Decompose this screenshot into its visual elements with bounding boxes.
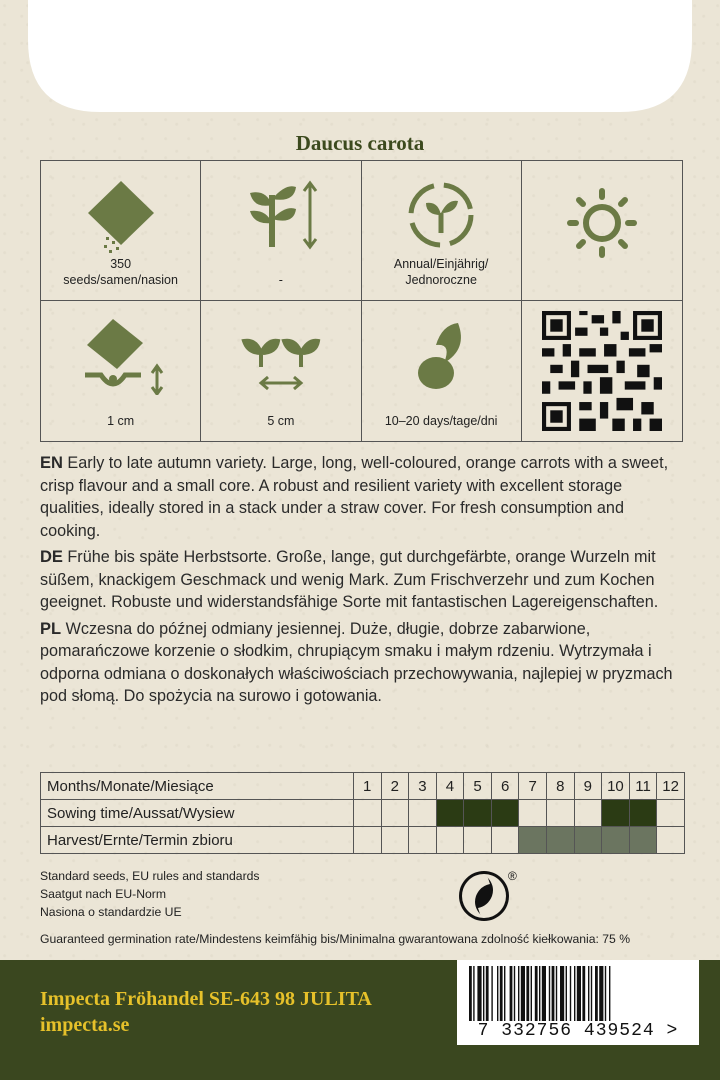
sowing-month-12 bbox=[657, 800, 685, 827]
month-10: 10 bbox=[602, 773, 630, 800]
harvest-month-11 bbox=[629, 827, 657, 854]
plant-height-value: - bbox=[278, 273, 283, 287]
lifecycle-line2: Jednoroczne bbox=[405, 273, 477, 287]
sowing-month-4 bbox=[436, 800, 464, 827]
month-7: 7 bbox=[519, 773, 547, 800]
sowing-row bbox=[41, 800, 685, 827]
green-dot-recycling-icon bbox=[458, 868, 528, 924]
description-pl-text: Wczesna do późnej odmiany jesiennej. Duże, długie, dobrze zabarwione, pomarańczowe korzenie o słodkim, chrupiącym smaku i małym rdzeniu. Wytrzymała i odporna odmiana o doskonałych właściwościach przechowywania, najlepiej w pryzmach pod słomą. Do spożycia na surowo i gotowania. bbox=[40, 619, 673, 705]
sun-cell bbox=[522, 161, 682, 301]
month-12: 12 bbox=[657, 773, 685, 800]
harvest-month-9 bbox=[574, 827, 602, 854]
lifecycle-line1: Annual/Einjährig/ bbox=[393, 257, 489, 271]
sowing-month-2 bbox=[381, 800, 409, 827]
sowing-month-6 bbox=[491, 800, 519, 827]
barcode-bars bbox=[467, 966, 689, 1022]
description-en-text: Early to late autumn variety. Large, long, well-coloured, orange carrots with a sweet, crisp flavour and a small core. A robust and resilient variety with excellent storage qualities, ideally stored in a stack under a straw cover. For fresh consumption and cooking. bbox=[40, 454, 669, 540]
harvest-month-2 bbox=[381, 827, 409, 854]
month-2: 2 bbox=[381, 773, 409, 800]
sowing-month-8 bbox=[546, 800, 574, 827]
month-8: 8 bbox=[546, 773, 574, 800]
germination-cell bbox=[362, 301, 522, 441]
standard-en: Standard seeds, EU rules and standards bbox=[40, 869, 260, 883]
month-9: 9 bbox=[574, 773, 602, 800]
sowing-month-7 bbox=[519, 800, 547, 827]
lang-code-pl: PL bbox=[40, 619, 62, 638]
lifecycle-cell bbox=[362, 161, 522, 301]
month-4: 4 bbox=[436, 773, 464, 800]
description-de-text: Frühe bis späte Herbstsorte. Große, lange, gut durchgefärbte, orange Wurzeln mit süßem, knackigem Geschmack und wenig Mark. Zum Frischverzehr und zum Kochen geeignet. Robuste und widerstandsfähige Sorte mit fantastischen Lagereigenschaften. bbox=[40, 548, 659, 611]
company-website[interactable]: impecta.se bbox=[40, 1014, 130, 1036]
sowing-month-5 bbox=[464, 800, 492, 827]
harvest-month-10 bbox=[602, 827, 630, 854]
species-name: Daucus carota bbox=[295, 131, 425, 155]
plant-height-cell bbox=[201, 161, 361, 301]
month-1: 1 bbox=[353, 773, 381, 800]
harvest-month-6 bbox=[491, 827, 519, 854]
harvest-month-5 bbox=[464, 827, 492, 854]
harvest-month-3 bbox=[409, 827, 437, 854]
sowing-month-1 bbox=[353, 800, 381, 827]
sowing-depth-icon bbox=[71, 315, 171, 395]
months-label: Months/Monate/Miesiące bbox=[41, 773, 354, 800]
plant-spacing-value: 5 cm bbox=[267, 414, 295, 428]
description-en bbox=[40, 452, 688, 542]
sowing-month-10 bbox=[602, 800, 630, 827]
sowing-month-9 bbox=[574, 800, 602, 827]
month-3: 3 bbox=[409, 773, 437, 800]
growing-info-grid bbox=[40, 160, 683, 442]
company-address bbox=[40, 986, 372, 1038]
sowing-calendar bbox=[40, 772, 685, 854]
plant-spacing-icon bbox=[236, 329, 326, 409]
harvest-label: Harvest/Ernte/Termin zbioru bbox=[41, 827, 354, 854]
harvest-month-4 bbox=[436, 827, 464, 854]
barcode-digits: 7 332756 439524 > bbox=[462, 1021, 694, 1041]
qr-code-icon[interactable] bbox=[542, 311, 662, 431]
description-de bbox=[40, 546, 688, 614]
harvest-month-7 bbox=[519, 827, 547, 854]
germination-rate: Guaranteed germination rate/Mindestens keimfähig bis/Minimalna gwarantowana zdolność kiełkowania: 75 % bbox=[40, 932, 631, 946]
month-6: 6 bbox=[491, 773, 519, 800]
lang-code-en: EN bbox=[40, 454, 63, 472]
harvest-month-1 bbox=[353, 827, 381, 854]
month-11: 11 bbox=[629, 773, 657, 800]
months-row bbox=[41, 773, 685, 800]
harvest-row bbox=[41, 827, 685, 854]
seed-packet-icon bbox=[76, 175, 166, 255]
seed-count-unit: seeds/samen/nasion bbox=[63, 273, 178, 287]
standard-de: Saatgut nach EU-Norm bbox=[40, 887, 166, 901]
sun-icon bbox=[557, 183, 647, 263]
sowing-depth-cell bbox=[41, 301, 201, 441]
germination-icon bbox=[396, 315, 486, 395]
description-pl bbox=[40, 618, 688, 708]
sowing-month-3 bbox=[409, 800, 437, 827]
harvest-month-12 bbox=[657, 827, 685, 854]
hang-tab-cutout bbox=[0, 0, 720, 120]
seed-count-cell bbox=[41, 161, 201, 301]
lang-code-de: DE bbox=[40, 548, 63, 566]
company-name: Impecta Fröhandel SE-643 98 JULITA bbox=[40, 988, 372, 1010]
standard-pl: Nasiona o standardzie UE bbox=[40, 905, 182, 919]
harvest-month-8 bbox=[546, 827, 574, 854]
qr-cell bbox=[522, 301, 682, 441]
seed-count: 350 bbox=[110, 257, 132, 271]
plant-height-icon bbox=[236, 175, 326, 255]
annual-cycle-icon bbox=[396, 175, 486, 255]
sowing-depth-value: 1 cm bbox=[107, 414, 135, 428]
sowing-label: Sowing time/Aussat/Wysiew bbox=[41, 800, 354, 827]
registered-mark: ® bbox=[508, 869, 517, 883]
seed-standards bbox=[40, 867, 260, 921]
plant-spacing-cell bbox=[201, 301, 361, 441]
month-5: 5 bbox=[464, 773, 492, 800]
description-block bbox=[40, 452, 688, 712]
sowing-month-11 bbox=[629, 800, 657, 827]
germination-days: 10–20 days/tage/dni bbox=[384, 414, 498, 428]
